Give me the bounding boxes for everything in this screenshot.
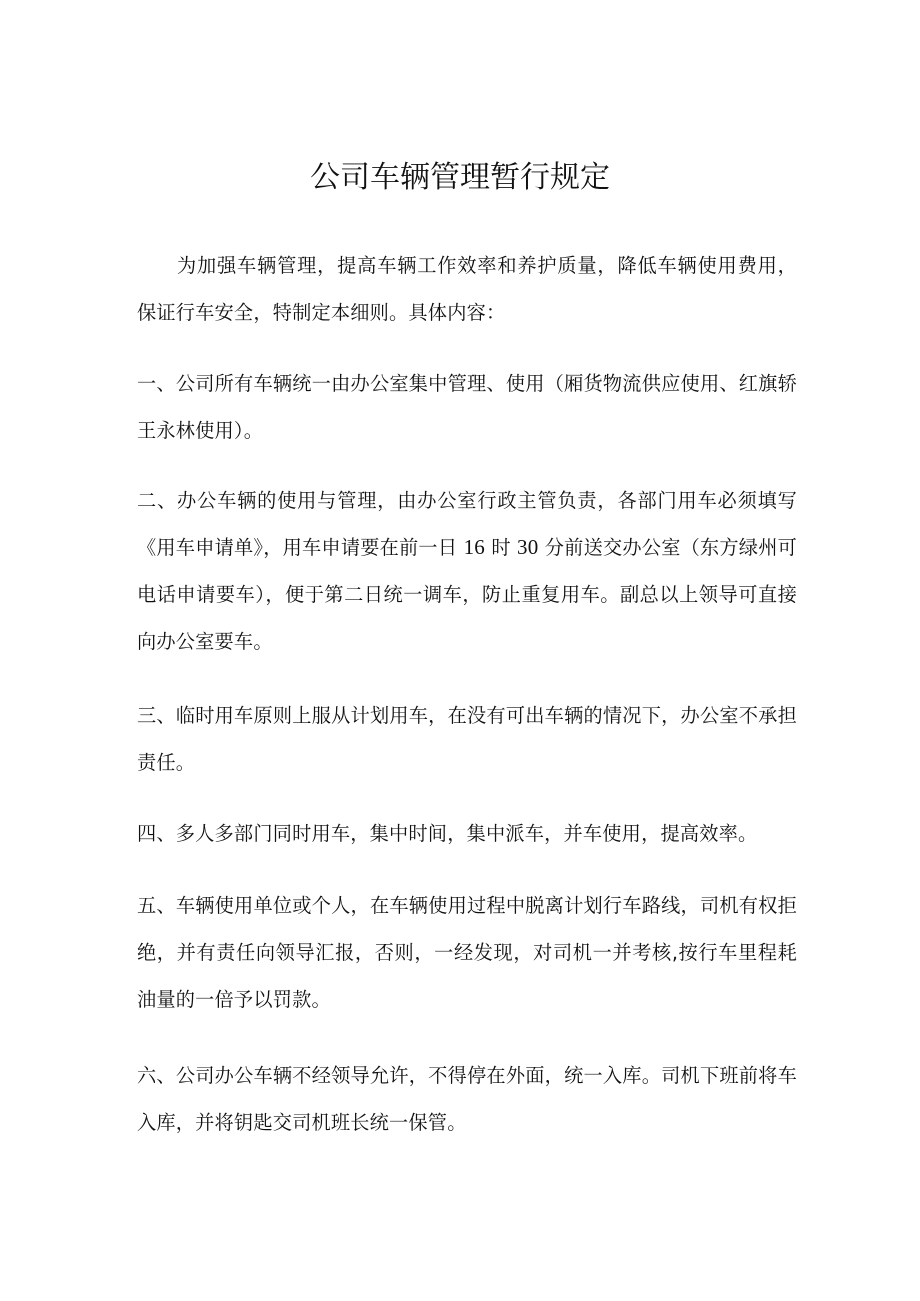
rule-item-2-minute: 30 [517,535,539,559]
rule-item-2-text-c: 分前送交办公室（东方绿州可电话申请要车），便于第二日统一调车，防止重复用车。副总以上领导可直接向办公室要车。 [137,536,797,653]
rule-item-4: 四、多人多部门同时用车，集中时间，集中派车，并车使用，提高效率。 [137,822,758,845]
rule-item-6: 六、公司办公车辆不经领导允许，不得停在外面，统一入库。司机下班前将车入库，并将钥匙交司机班长统一保管。 [137,1064,797,1134]
rule-item-5: 五、车辆使用单位或个人，在车辆使用过程中脱离计划行车路线，司机有权拒绝，并有责任向领导汇报，否则，一经发现，对司机一并考核,按行车里程耗油量的一倍予以罚款。 [137,894,797,1011]
rule-item-2-text-a: 二、办公车辆的使用与管理，由办公室行政主管负责，各部门用车必须填写《用车申请单》，用车申请要在前一日 [137,489,797,559]
rule-item-1: 一、公司所有车辆统一由办公室集中管理、使用（厢货物流供应使用、红旗轿王永林使用）。 [137,372,797,442]
rule-item-2 [137,477,797,665]
rule-item-3: 三、临时用车原则上服从计划用车，在没有可出车辆的情况下，办公室不承担责任。 [137,704,797,774]
rule-item-2-hour: 16 [463,535,485,559]
rule-item-2-text-b: 时 [491,536,511,559]
intro-paragraph: 为加强车辆管理，提高车辆工作效率和养护质量，降低车辆使用费用，保证行车安全，特制定本细则。具体内容： [137,254,797,324]
document-title: 公司车辆管理暂行规定 [310,160,610,195]
